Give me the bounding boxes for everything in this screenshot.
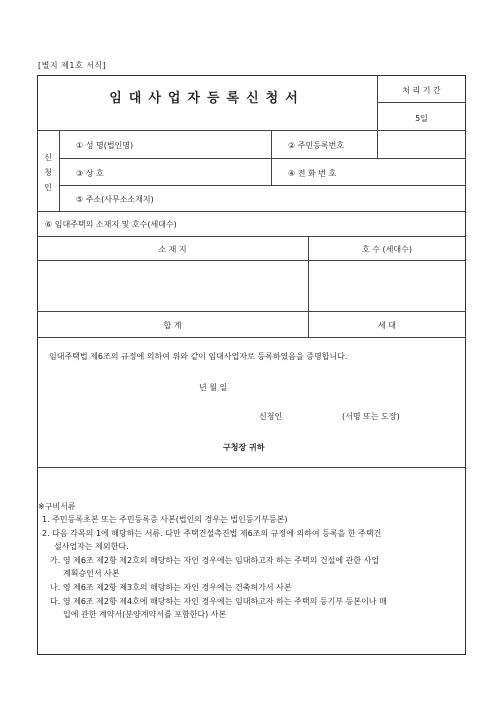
address-label: ⑤ 주소(사무소소재지): [76, 195, 154, 204]
divider: [271, 130, 272, 185]
phone-label: ④ 전 화 번 호: [288, 169, 337, 178]
divider: [377, 130, 466, 131]
trade-name-label: ③ 상 호: [76, 169, 104, 178]
total-label: 합 계: [163, 321, 182, 330]
divider: [59, 130, 60, 211]
document-line: 입에 관한 계약서(분양계약서를 포함한다) 사본: [63, 610, 227, 619]
applicant-side-label: 신 청 인: [44, 153, 52, 192]
divider: [37, 130, 377, 131]
addressee: 구청장 귀하: [223, 443, 265, 452]
form-code: [별지 제1호 서식]: [38, 61, 107, 70]
form-title: 임대사업자등록신청서: [109, 91, 305, 106]
households-label: 세 대: [378, 321, 396, 330]
document-line: 다. 영 제6조 제2항 제4호에 해당하는 자인 경우에는 임대하고자 하는 주택의 등기부 등본이나 매: [50, 597, 387, 606]
divider: [37, 236, 466, 237]
divider: [37, 211, 466, 212]
date-line: 년 월 일: [199, 383, 228, 392]
divider: [37, 260, 466, 261]
units-header: 호 수 (세대수): [362, 245, 412, 254]
name-label: ① 성 명(법인명): [76, 141, 134, 150]
divider: [37, 337, 466, 338]
divider: [37, 311, 466, 312]
document-line: 나. 영 제6조 제2항 제3호의 해당하는 자인 경우에는 건축허가서 사본: [50, 583, 292, 592]
certification-statement: 임대주택법 제6조의 규정에 의하여 위와 같이 임대사업자로 등록하였음을 증명합니다.: [49, 352, 348, 361]
housing-section-label: ⑥ 임대주택의 소재지 및 호수(세대수): [45, 220, 177, 229]
document-line: 가. 영 제6조 제2항 제2호의 해당하는 자인 경우에는 임대하고자 하는 주택의 건설에 관한 사업: [50, 556, 380, 565]
document-line: 1. 주민등록초본 또는 주민등록증 사본(법인의 경우는 법인등기부등본): [42, 515, 288, 524]
location-header: 소 재 지: [158, 245, 187, 254]
divider: [37, 467, 466, 468]
required-documents-heading: ※구비서류: [38, 502, 76, 511]
document-line: 설사업자는 제외한다.: [54, 542, 129, 551]
divider: [377, 102, 466, 103]
signature-note: (서명 또는 도장): [342, 412, 400, 421]
divider: [59, 185, 466, 186]
divider: [59, 158, 466, 159]
document-line: 2. 다음 각목의 1에 해당하는 서류. 다만 주택건설촉진법 제6조의 규정에 의하여 등록을 한 주택건: [42, 529, 382, 538]
processing-period-label: 처 리 기 간: [402, 86, 441, 95]
reg-number-label: ② 주민등록번호: [288, 141, 345, 150]
processing-period-value: 5일: [415, 114, 428, 123]
applicant-signature-line: 신청인: [259, 412, 283, 421]
document-line: 계획승인서 사본: [63, 569, 120, 578]
